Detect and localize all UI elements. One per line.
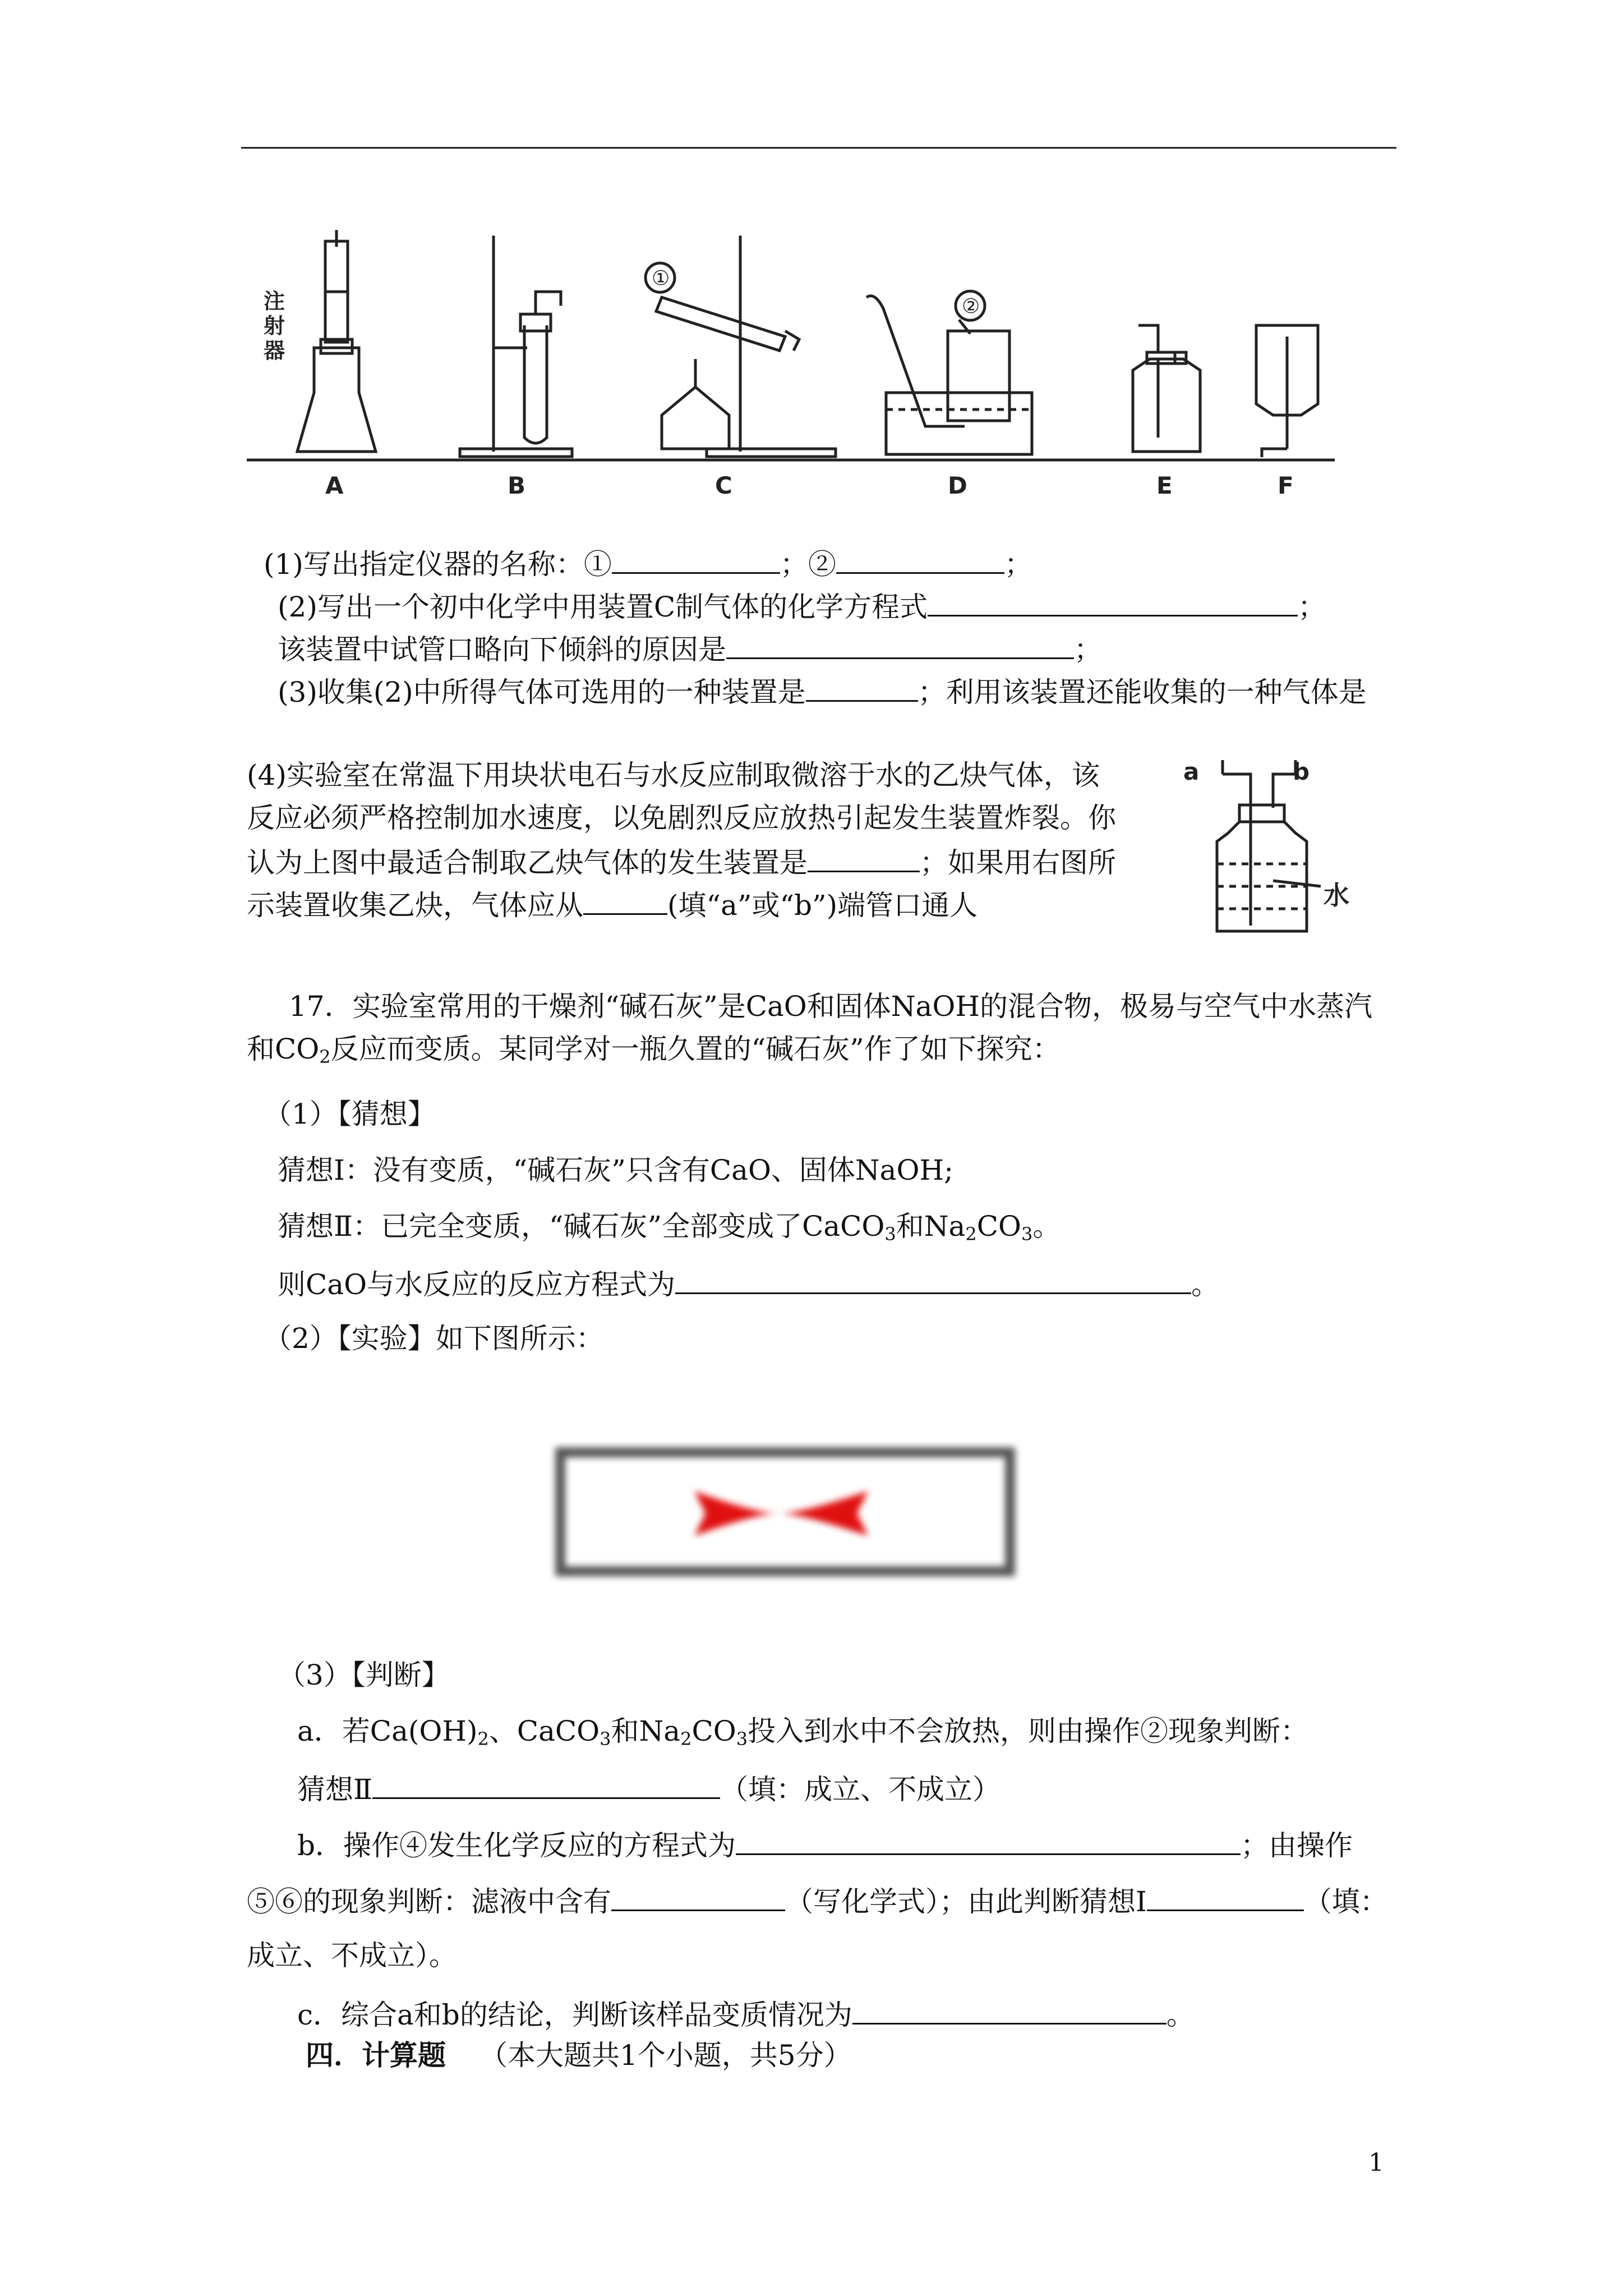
q17-a-l2: 猜想Ⅱ （填：成立、不成立） xyxy=(297,1767,1000,1810)
apparatus-b-icon xyxy=(460,236,572,457)
apparatus-c-icon xyxy=(645,236,836,457)
q17-b-l1: b．操作④发生化学反应的方程式为 ；由操作 xyxy=(297,1823,1353,1866)
marker-1: ① xyxy=(652,267,670,290)
q16-part4-l4: 示装置收集乙炔，气体应从 (填“a”或“b”)端管口通人 xyxy=(247,883,978,926)
q17-intro-l2: 和$CO_2$反应而变质。某同学对一瓶久置的“碱石灰”作了如下探究： xyxy=(247,1033,1061,1068)
blank-equation-c[interactable] xyxy=(928,585,1298,616)
experiment-image-placeholder xyxy=(555,1447,1015,1576)
q17-judge-head: （3）【判断】 xyxy=(278,1659,450,1691)
blank-tilt-reason[interactable] xyxy=(726,627,1074,659)
bottle-label-b: b xyxy=(1293,758,1310,785)
label-b: B xyxy=(508,472,526,499)
blank-op4-equation[interactable] xyxy=(736,1823,1241,1855)
q17-a-l1: a．若$Ca(OH)_2$、CaCO$_3$和$Na_2CO_3$投入到水中不会放热，则由操作②现象判断： xyxy=(297,1715,1309,1750)
blank-collect-device[interactable] xyxy=(806,670,918,702)
blank-guess2[interactable] xyxy=(372,1767,720,1799)
bottle-label-water: 水 xyxy=(1324,880,1349,910)
syringe-label: 注 射 器 xyxy=(264,289,285,363)
q17-b-l3: 成立、不成立）。 xyxy=(247,1939,457,1972)
marker-2: ② xyxy=(962,295,980,318)
q16-part4-l3: 认为上图中最适合制取乙炔气体的发生装置是 ；如果用右图所 xyxy=(247,840,1116,883)
blank-filtrate-formula[interactable] xyxy=(611,1879,785,1911)
blank-guess1[interactable] xyxy=(1147,1879,1304,1911)
apparatus-figure xyxy=(247,224,1335,505)
q17-exp-head: （2）【实验】如下图所示： xyxy=(264,1322,604,1355)
q16-part3: (3)收集(2)中所得气体可选用的一种装置是 ；利用该装置还能收集的一种气体是 xyxy=(278,670,1367,712)
q17-intro-l1: 17．实验室常用的干燥剂“碱石灰”是CaO和固体NaOH的混合物，极易与空气中水蒸汽 xyxy=(289,990,1372,1023)
blank-instrument-1[interactable] xyxy=(612,542,780,574)
apparatus-a-icon xyxy=(297,230,376,452)
q16-part4-l2: 反应必须严格控制加水速度，以免剧烈反应放热引起发生装置炸裂。你 xyxy=(247,802,1116,834)
q17-guess-head: （1）【猜想】 xyxy=(264,1098,436,1130)
q17-guess2: 猜想Ⅱ：已完全变质，“碱石灰”全部变成了CaCO$_3$和$Na_2CO_3$。 xyxy=(278,1210,1061,1245)
section4-heading: 四．计算题 （本大题共1个小题，共5分） xyxy=(306,2039,852,2072)
label-c: C xyxy=(715,472,732,499)
water-bottle-diagram xyxy=(1172,752,1385,942)
q16-part4-l1: (4)实验室在常温下用块状电石与水反应制取微溶于水的乙炔气体，该 xyxy=(247,759,1100,792)
apparatus-f-icon xyxy=(1256,325,1318,457)
apparatus-d-icon xyxy=(866,291,1032,454)
broken-image-icon xyxy=(565,1457,1005,1566)
label-e: E xyxy=(1156,472,1173,499)
q17-guess1: 猜想Ⅰ：没有变质，“碱石灰”只含有CaO、固体NaOH; xyxy=(278,1154,953,1186)
label-a: A xyxy=(325,472,344,499)
label-f: F xyxy=(1278,472,1294,499)
bottle-label-a: a xyxy=(1183,758,1200,785)
q16-part2b: 该装置中试管口略向下倾斜的原因是 ； xyxy=(278,627,1102,670)
label-d: D xyxy=(948,472,967,499)
blank-sample-conclusion[interactable] xyxy=(852,1993,1166,2024)
blank-instrument-2[interactable] xyxy=(836,542,1004,574)
q16-part1: (1)写出指定仪器的名称：① ；② ； xyxy=(264,542,1032,585)
blank-cao-equation[interactable] xyxy=(675,1262,1191,1294)
apparatus-e-icon xyxy=(1133,325,1200,452)
q17-b-l2: ⑤⑥的现象判断：滤液中含有 （写化学式）；由此判断猜想Ⅰ （填： xyxy=(247,1879,1388,1922)
blank-acetylene-device[interactable] xyxy=(808,840,920,872)
q16-part2: (2)写出一个初中化学中用装置C制气体的化学方程式 ； xyxy=(278,585,1326,627)
blank-gas-inlet[interactable] xyxy=(583,883,667,915)
page-number: 1 xyxy=(1368,2148,1384,2177)
q17-c: c．综合a和b的结论，判断该样品变质情况为 。 xyxy=(297,1993,1195,2035)
header-rule xyxy=(241,147,1396,149)
q17-cao-equation: 则CaO与水反应的反应方程式为 。 xyxy=(278,1262,1219,1305)
